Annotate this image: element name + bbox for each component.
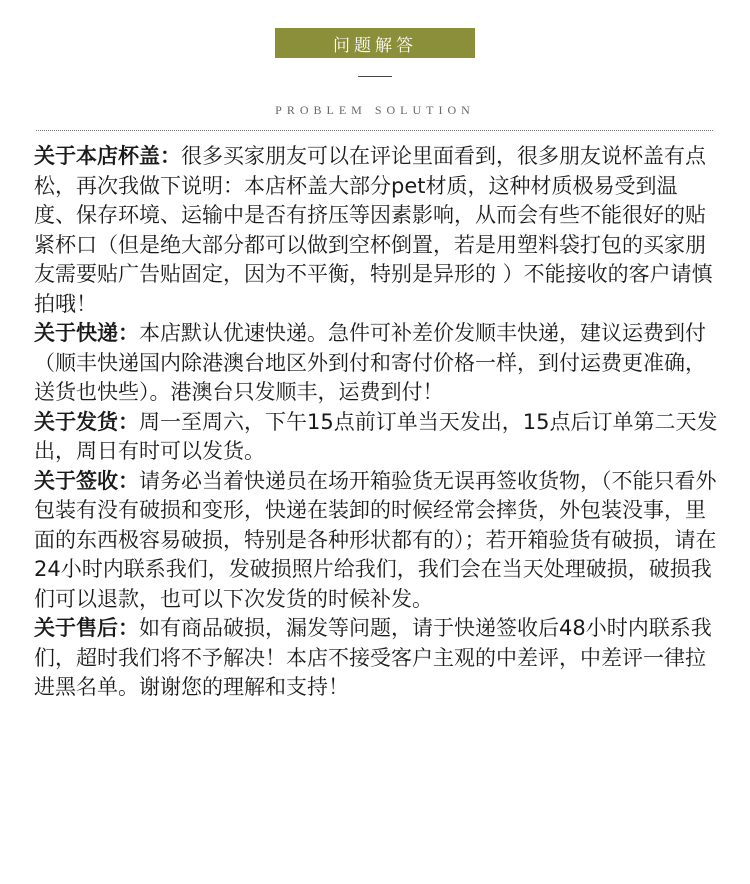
faq-body: 本店默认优速快递。急件可补差价发顺丰快递，建议运费到付（顺丰快递国内除港澳台地区外到付和寄付价格一样，到付运费更准确，送货也快些）。港澳台只发顺丰，运费到付！ <box>34 321 706 404</box>
page-title: 问题解答 <box>333 35 417 56</box>
faq-after-sales <box>34 614 718 703</box>
faq-heading: 关于签收： <box>34 468 139 493</box>
faq-dispatch <box>34 408 718 467</box>
section-title-badge <box>275 28 475 58</box>
faq-body: 很多买家朋友可以在评论里面看到，很多朋友说杯盖有点松，再次我做下说明：本店杯盖大部分pet材质，这种材质极易受到温度、保存环境、运输中是否有挤压等因素影响，从而会有些不能很好的贴紧杯口（但是绝大部分都可以做到空杯倒置，若是用塑料袋打包的买家朋友需要贴广告贴固定，因为不平衡，特别是异形的 ）不能接收的客户请慎拍哦！ <box>34 144 713 316</box>
faq-heading: 关于发货： <box>34 409 139 434</box>
faq-shipping <box>34 319 718 408</box>
faq-receipt <box>34 467 718 615</box>
dotted-divider <box>36 130 713 131</box>
faq-content <box>34 142 718 703</box>
faq-body: 如有商品破损，漏发等问题，请于快递签收后48小时内联系我们，超时我们将不予解决！本店不接受客户主观的中差评，中差评一律拉进黑名单。谢谢您的理解和支持！ <box>34 616 712 699</box>
faq-heading: 关于快递： <box>34 321 139 345</box>
faq-body: 请务必当着快递员在场开箱验货无误再签收货物，（不能只看外包装有没有破损和变形，快递在装卸的时候经常会摔货，外包装没事，里面的东西极容易破损，特别是各种形状都有的）；若开箱验货有破损，请在24小时内联系我们，发破损照片给我们，我们会在当天处理破损，破损我们可以退款，也可以下次发货的时候补发。 <box>34 468 717 611</box>
page-subtitle: PROBLEM SOLUTION <box>275 103 475 117</box>
title-divider <box>358 76 392 77</box>
faq-heading: 关于本店杯盖： <box>34 144 181 168</box>
faq-cup-lid <box>34 142 718 319</box>
faq-body: 周一至周六，下午15点前订单当天发出，15点后订单第二天发出，周日有时可以发货。 <box>34 409 718 463</box>
faq-heading: 关于售后： <box>34 616 139 640</box>
